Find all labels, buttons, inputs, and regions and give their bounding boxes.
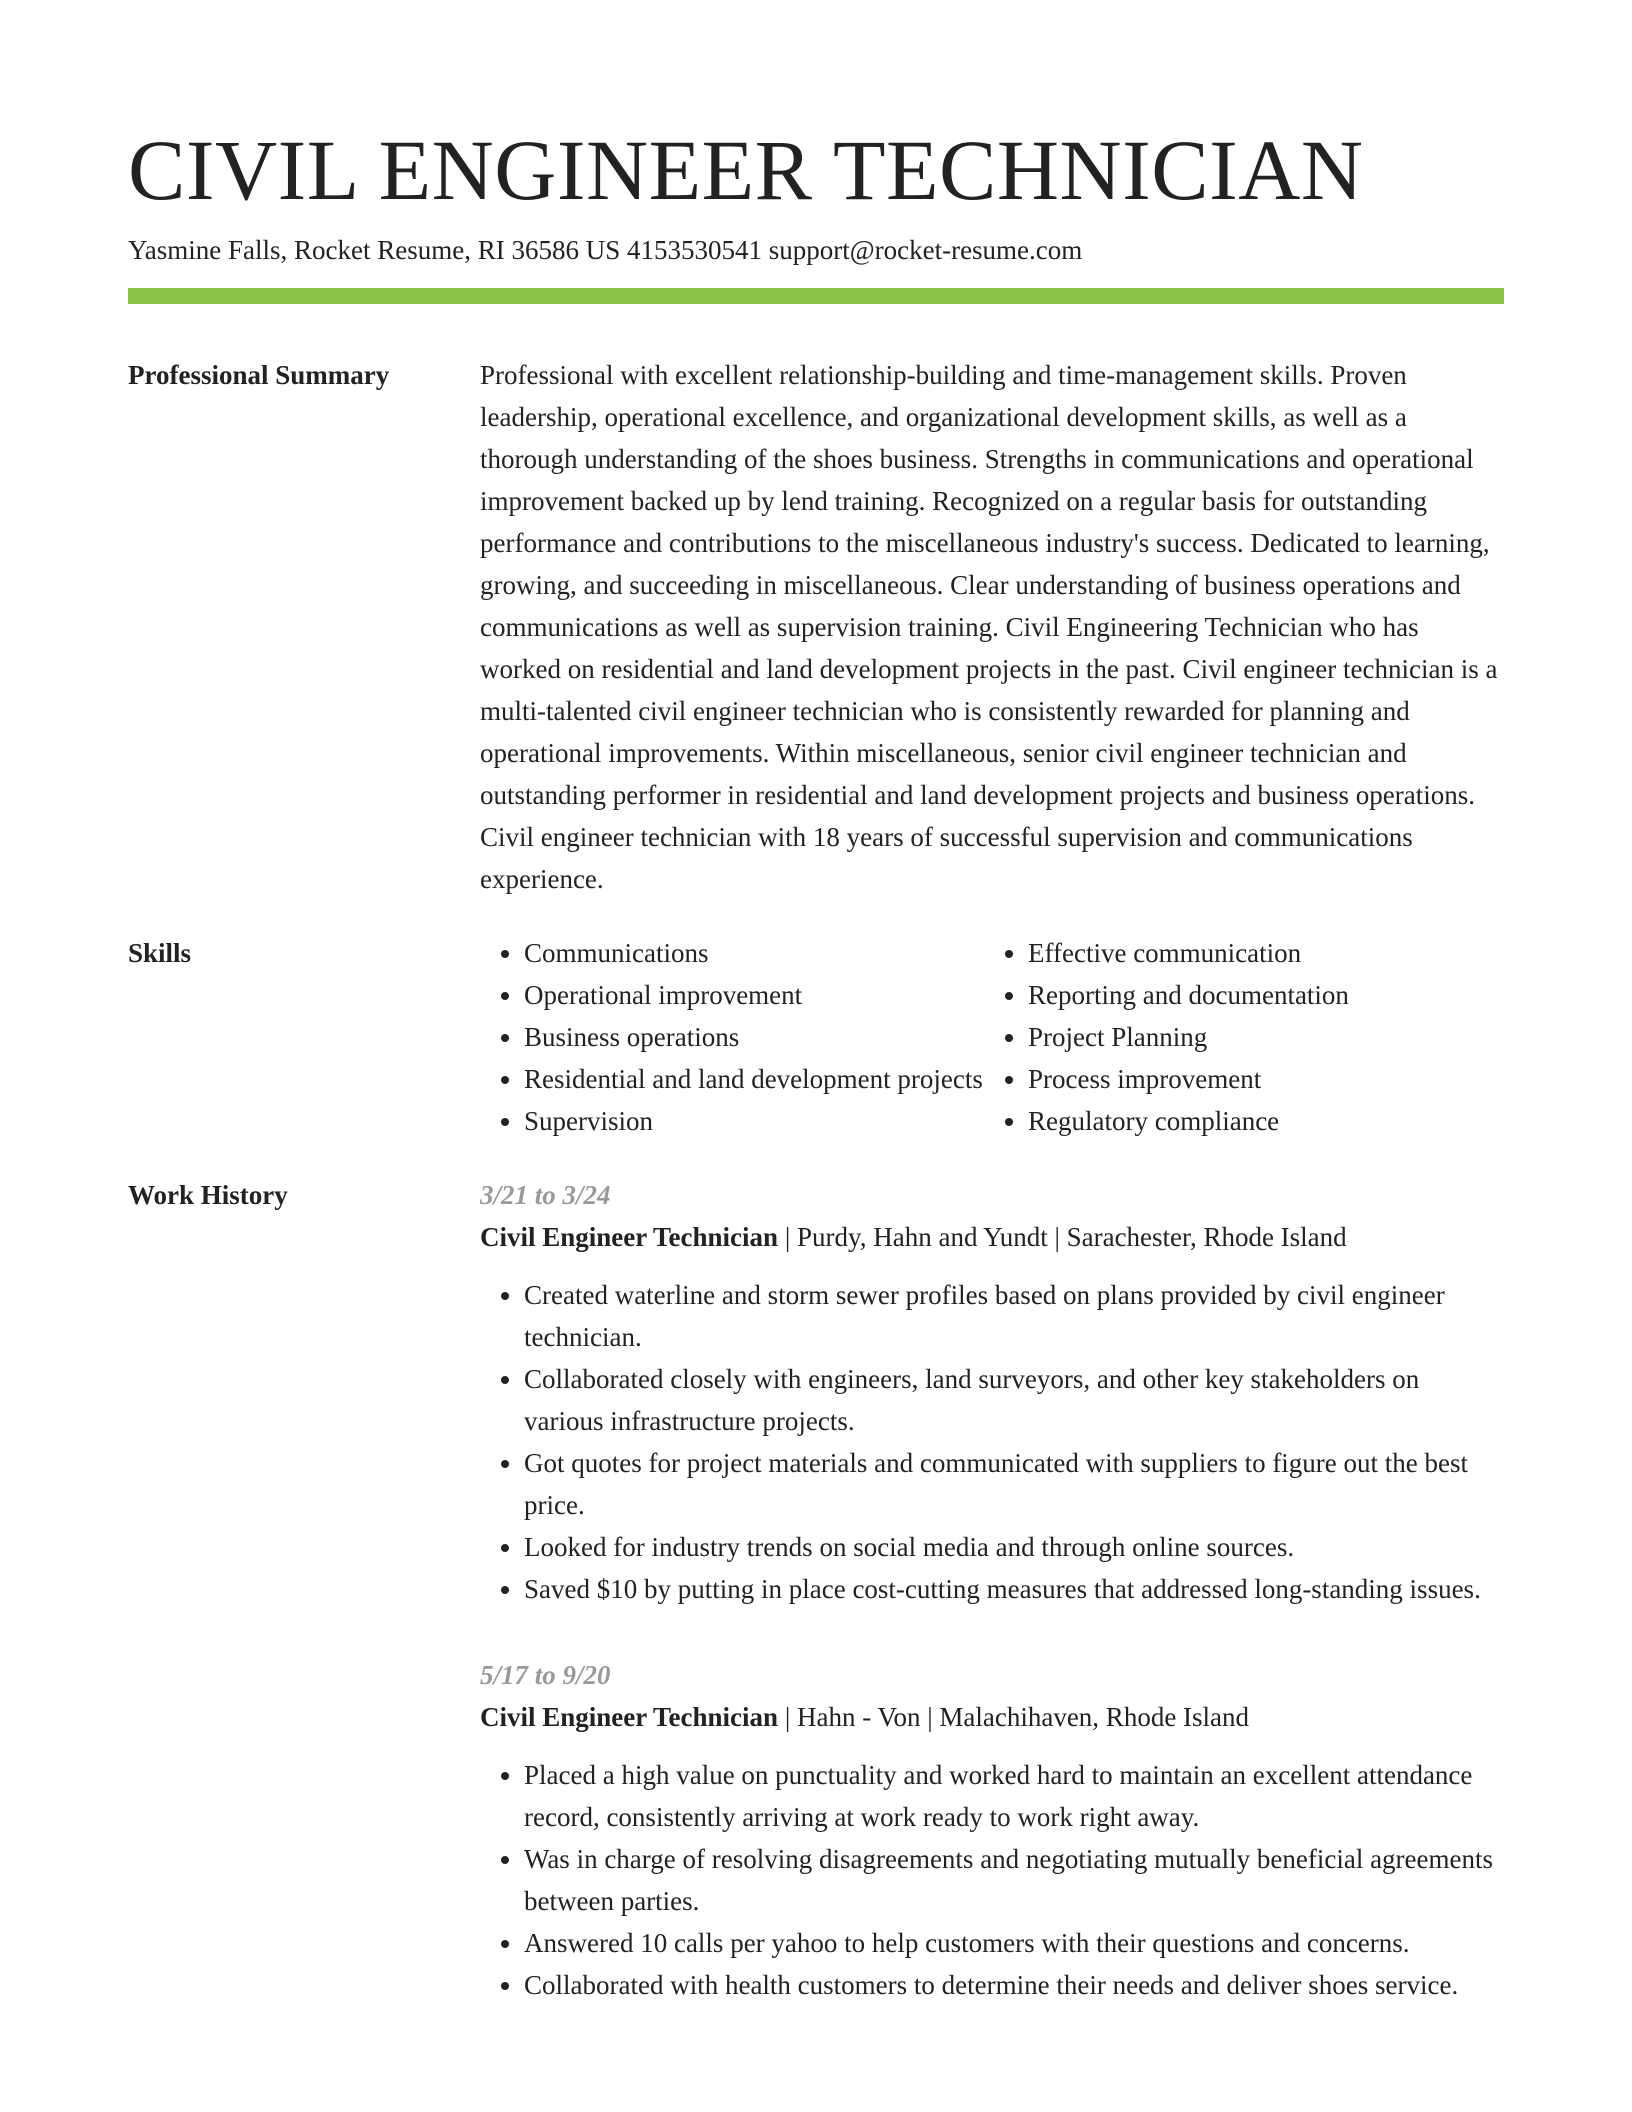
skills-section [128, 932, 1504, 1142]
resume-name-heading: CIVIL ENGINEER TECHNICIAN [128, 122, 1364, 218]
skills-list-left [480, 932, 984, 1142]
skills-list-right [984, 932, 1488, 1142]
skills-column-right [984, 932, 1488, 1142]
job-bullet: • Saved $10 by putting in place cost-cutting measures that addressed long-standing issues. [524, 1568, 1504, 1610]
skills-body [480, 932, 1504, 1142]
skill-item: • Communications [524, 932, 984, 974]
job-title-line [480, 1696, 1504, 1738]
skill-item: • Supervision [524, 1100, 984, 1142]
summary-section [128, 354, 1504, 900]
job-bullet: • Answered 10 calls per yahoo to help customers with their questions and concerns. [524, 1922, 1504, 1964]
accent-divider [128, 288, 1504, 304]
skill-item: • Residential and land development projects [524, 1058, 984, 1100]
job-title: Civil Engineer Technician [480, 1702, 779, 1732]
summary-label: Professional Summary [128, 360, 390, 390]
job-bullet: • Created waterline and storm sewer profiles based on plans provided by civil engineer technician. [524, 1274, 1504, 1358]
skill-item: • Process improvement [1028, 1058, 1488, 1100]
work-history-body [480, 1174, 1504, 2050]
job-bullet: • Looked for industry trends on social media and through online sources. [524, 1526, 1504, 1568]
job-employer-location: | Purdy, Hahn and Yundt | Sarachester, Rhode Island [778, 1222, 1347, 1252]
work-history-label: Work History [128, 1180, 288, 1210]
skills-columns [480, 932, 1504, 1142]
skills-label: Skills [128, 938, 192, 968]
skills-column-left [480, 932, 984, 1142]
summary-text: Professional with excellent relationship-building and time-management skills. Proven leadership, operational excellence, and organizational development skills, as well as a thorough understanding of the shoes business. Strengths in communications and operational improvement backed up by lend training. Recognized on a regular basis for outstanding performance and contributions to the miscellaneous industry's success. Dedicated to learning, growing, and succeeding in miscellaneous. Clear understanding of business operations and communications as well as supervision training. Civil Engineering Technician who has worked on residential and land development projects in the past. Civil engineer technician is a multi-talented civil engineer technician who is consistently rewarded for planning and operational improvements. Within miscellaneous, senior civil engineer technician and outstanding performer in residential and land development projects and business operations. Civil engineer technician with 18 years of successful supervision and communications experience. [480, 360, 1498, 894]
job-entry [480, 1174, 1504, 1610]
job-bullet: • Collaborated closely with engineers, land surveyors, and other key stakeholders on various infrastructure projects. [524, 1358, 1504, 1442]
job-bullet: • Got quotes for project materials and communicated with suppliers to figure out the best price. [524, 1442, 1504, 1526]
job-bullet: • Collaborated with health customers to determine their needs and deliver shoes service. [524, 1964, 1504, 2006]
skill-item: • Reporting and documentation [1028, 974, 1488, 1016]
job-title: Civil Engineer Technician [480, 1222, 779, 1252]
skill-item: • Effective communication [1028, 932, 1488, 974]
job-bullets [480, 1754, 1504, 2006]
job-bullet: • Placed a high value on punctuality and worked hard to maintain an excellent attendance record, consistently arriving at work ready to work right away. [524, 1754, 1504, 1838]
job-bullet: • Was in charge of resolving disagreements and negotiating mutually beneficial agreements between parties. [524, 1838, 1504, 1922]
work-history-section [128, 1174, 1504, 2050]
skill-item: • Project Planning [1028, 1016, 1488, 1058]
job-dates: 3/21 to 3/24 [480, 1180, 611, 1210]
job-bullets [480, 1274, 1504, 1610]
contact-line: Yasmine Falls, Rocket Resume, RI 36586 US 4153530541 support@rocket-resume.com [128, 235, 1083, 265]
job-employer-location: | Hahn - Von | Malachihaven, Rhode Island [778, 1702, 1250, 1732]
job-dates: 5/17 to 9/20 [480, 1660, 611, 1690]
skill-item: • Operational improvement [524, 974, 984, 1016]
skill-item: • Regulatory compliance [1028, 1100, 1488, 1142]
skill-item: • Business operations [524, 1016, 984, 1058]
job-title-line [480, 1216, 1504, 1258]
job-entry [480, 1654, 1504, 2006]
